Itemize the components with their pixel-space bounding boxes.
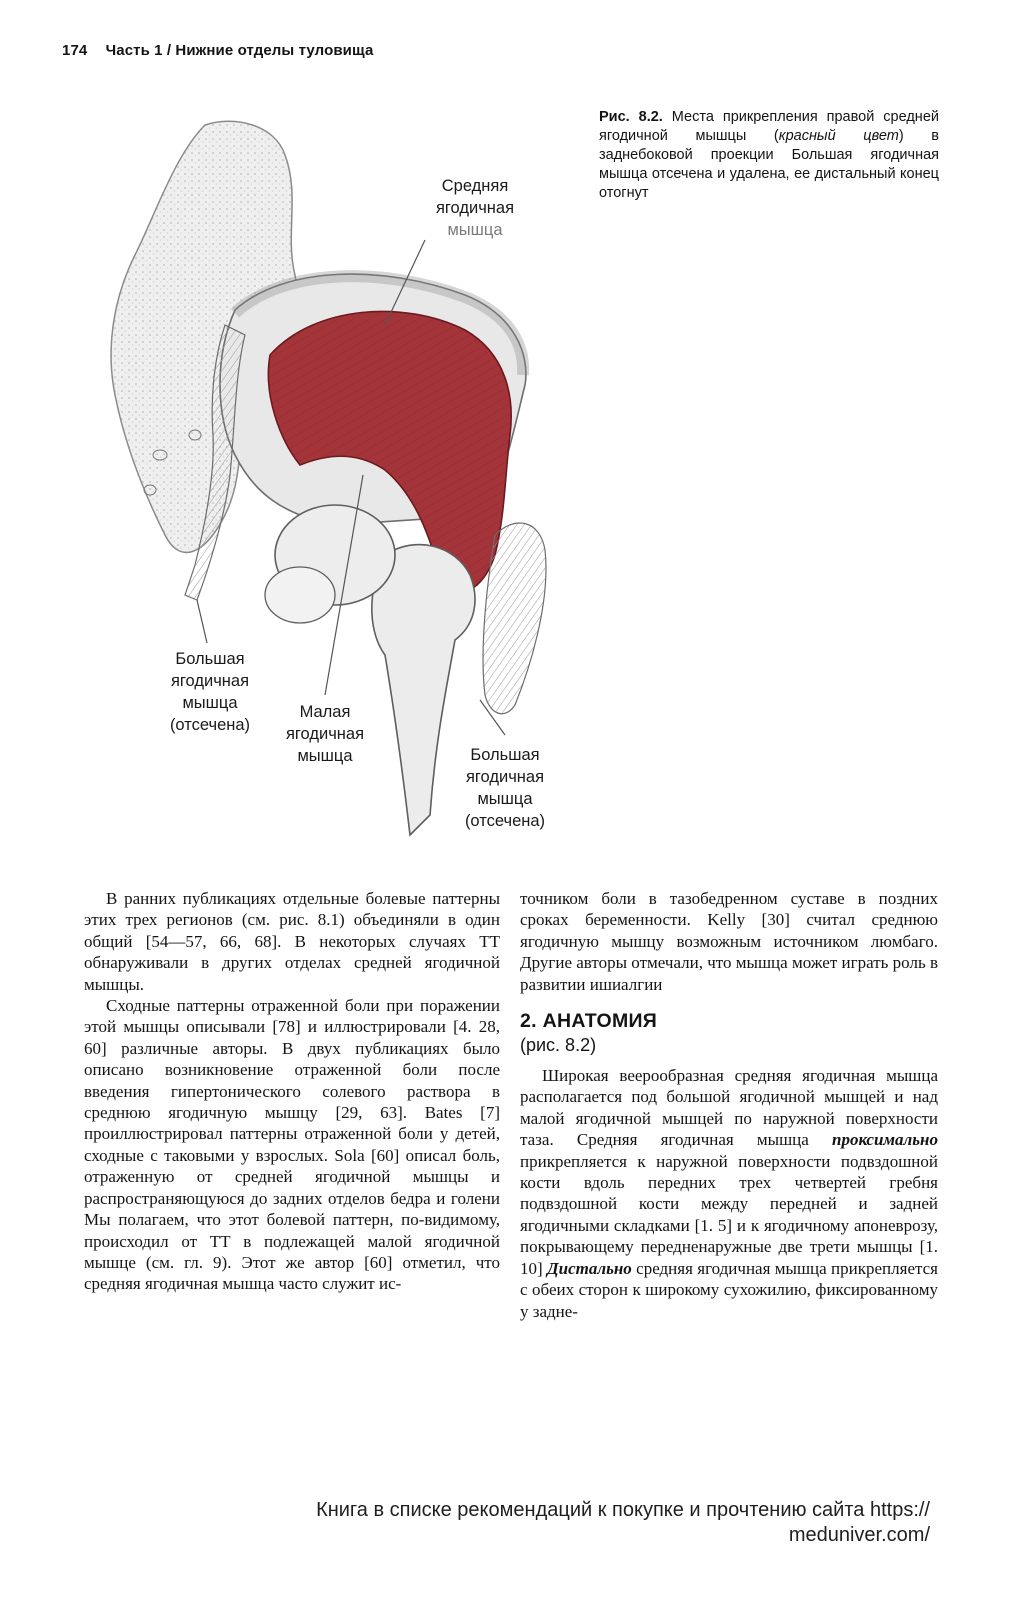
caption-text-1: Места прикрепления правой средней ягодичной мышцы (: [599, 109, 939, 144]
paragraph: точником боли в тазобедренном суставе в поздних сроках беременности. Kelly [30] считал среднюю ягодичную мышцу возможным источником люмбаго. Другие авторы отмечали, что мышца может играть роль в развитии ишиалгии: [520, 889, 938, 994]
figure-caption: [599, 108, 939, 203]
section-heading: 2. АНАТОМИЯ: [520, 1010, 658, 1033]
caption-text-2: ) в заднебоковой проекции Большая ягодичная мышца отсечена и удалена, ее дистальный конец отогнут: [599, 128, 939, 201]
label-gluteus-minimus: Малая ягодичная мышца: [285, 703, 365, 765]
caption-label: Рис. 8.2.: [599, 109, 663, 125]
footer-note: [130, 1498, 930, 1548]
page-number: 174: [62, 42, 88, 59]
footer-line-1: Книга в списке рекомендаций к покупке и прочтению сайта https://: [316, 1499, 930, 1521]
emphasis-proximal: проксимально: [831, 1130, 938, 1150]
emphasis-distal: Дистально: [547, 1258, 632, 1278]
paragraph: В ранних публикациях отдельные болевые паттерны этих трех регионов (см. рис. 8.1) объединяли в один общий [54—57, 66, 68]. В некоторых случаях ТТ обнаруживали в других отделах средней ягодичной мышцы.: [84, 889, 500, 994]
label-gluteus-maximus-left: Большая ягодичная мышца (отсечена): [169, 650, 251, 734]
anatomy-figure: [85, 95, 585, 855]
label-gluteus-medius: Средняя ягодичная мышца: [435, 177, 515, 239]
label-gluteus-maximus-right: Большая ягодичная мышца (отсечена): [464, 746, 546, 830]
section-title-header: Часть 1 / Нижние отделы туловища: [105, 42, 374, 59]
left-column: [84, 888, 500, 1295]
paragraph: Широкая веерообразная средняя ягодичная мышца располагается под большой ягодичной мышцей и над малой ягодичной мышцей по наружной поверхности таза. Средняя ягодичная мышца проксимально прикрепляется к наружной поверхности подвздошной кости вдоль передних трех четвертей гребня подвздошной кости между передней и задней ягодичными складками [1. 5] и к ягодичному апоневрозу, покрывающему передненаружные две трети мышцы [1. 10] Дистально средняя ягодичная мышца прикрепляется с обеих сторон к широкому сухожилию, фиксированному у задне-: [520, 1066, 938, 1321]
gluteus-maximus-cut-right: [483, 523, 546, 714]
footer-line-2: meduniver.com/: [788, 1524, 930, 1546]
right-column: [520, 888, 938, 1322]
paragraph: Сходные паттерны отраженной боли при поражении этой мышцы описывали [78] и иллюстрировали [4. 28, 60] различные авторы. В двух публикациях было описано возникновение отраженной боли после введения гипертонического солевого раствора в среднюю ягодичную мышцу [29, 63]. Bates [7] проиллюстрировал паттерны отраженной боли у детей, сходные с таковыми у взрослых. Sola [60] описал боль, отраженную от средней ягодичной мышцы и распространяющуюся до задних отделов бедра и голени Мы полагаем, что этот болевой паттерн, по-видимому, происходил от ТТ в подлежащей малой ягодичной мышце (см. гл. 9). Этот же автор [60] отметил, что средняя ягодичная мышца часто служит ис-: [84, 996, 500, 1294]
caption-italic: красный цвет: [778, 128, 899, 144]
running-head: [62, 42, 373, 59]
section-figure-ref: (рис. 8.2): [520, 1035, 597, 1056]
